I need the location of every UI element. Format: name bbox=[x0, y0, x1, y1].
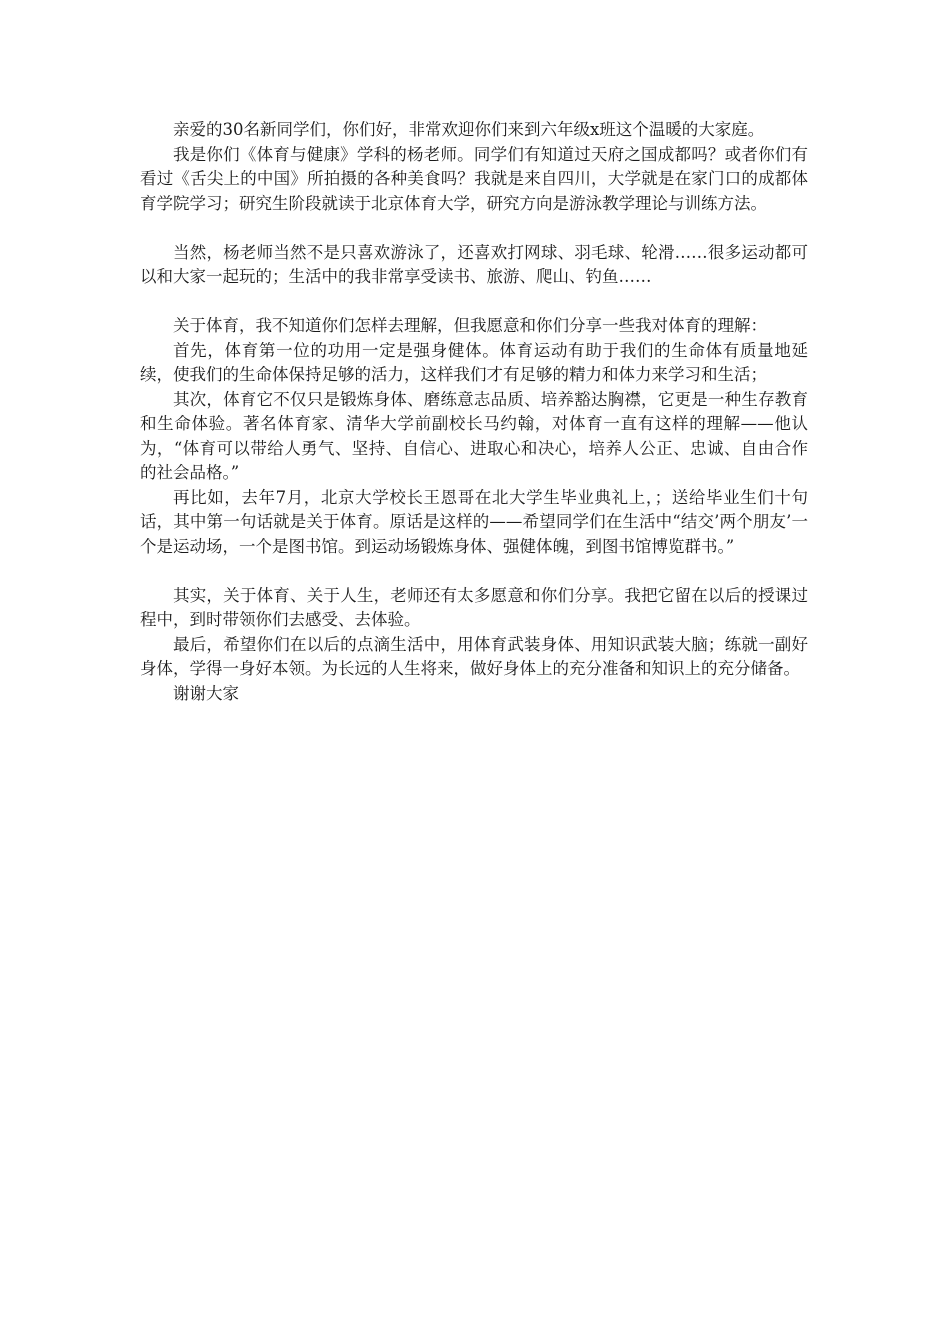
paragraph-gap bbox=[140, 216, 808, 241]
paragraph-example: 再比如，去年7月，北京大学校长王恩哥在北大学生毕业典礼上，；送给毕业生们十句话，其中第一句话就是关于体育。原话是这样的——希望同学们在生活中“结交’两个朋友’一个是运动场，一个是图书馆。到运动场锻炼身体、强健体魄，到图书馆博览群书。” bbox=[140, 487, 808, 556]
paragraph-closing: 最后，希望你们在以后的点滴生活中，用体育武装身体、用知识武装大脑；练就一副好身体，学得一身好本领。为长远的人生将来，做好身体上的充分准备和知识上的充分储备。 bbox=[140, 634, 808, 678]
paragraph-hobbies: 当然，杨老师当然不是只喜欢游泳了，还喜欢打网球、羽毛球、轮滑……很多运动都可以和大家一起玩的；生活中的我非常享受读书、旅游、爬山、钓鱼…… bbox=[140, 242, 808, 286]
paragraph-about-sports: 关于体育，我不知道你们怎样去理解，但我愿意和你们分享一些我对体育的理解： bbox=[173, 316, 767, 335]
document-body bbox=[140, 118, 808, 706]
paragraph-gap bbox=[140, 559, 808, 584]
paragraph-introduction: 我是你们《体育与健康》学科的杨老师。同学们有知道过天府之国成都吗？或者你们有看过《舌尖上的中国》所拍摄的各种美食吗？我就是来自四川，大学就是在家门口的成都体育学院学习；研究生阶段就读于北京体育大学，研究方向是游泳教学理论与训练方法。 bbox=[140, 144, 808, 213]
paragraph-greeting: 亲爱的30名新同学们，你们好，非常欢迎你们来到六年级x班这个温暖的大家庭。 bbox=[173, 120, 765, 139]
paragraph-gap bbox=[140, 290, 808, 315]
paragraph-thanks: 谢谢大家 bbox=[173, 683, 239, 703]
paragraph-second-point: 其次，体育它不仅只是锻炼身体、磨练意志品质、培养豁达胸襟，它更是一种生存教育和生命体验。著名体育家、清华大学前副校长马约翰，对体育一直有这样的理解——他认为，“体育可以带给人勇气、坚持、自信心、进取心和决心，培养人公正、忠诚、自由合作的社会品格。” bbox=[140, 389, 808, 482]
paragraph-sharing: 其实，关于体育、关于人生，老师还有太多愿意和你们分享。我把它留在以后的授课过程中，到时带领你们去感受、去体验。 bbox=[140, 585, 808, 629]
paragraph-first-point: 首先，体育第一位的功用一定是强身健体。体育运动有助于我们的生命体有质量地延续，使我们的生命体保持足够的活力，这样我们才有足够的精力和体力来学习和生活； bbox=[140, 340, 808, 384]
